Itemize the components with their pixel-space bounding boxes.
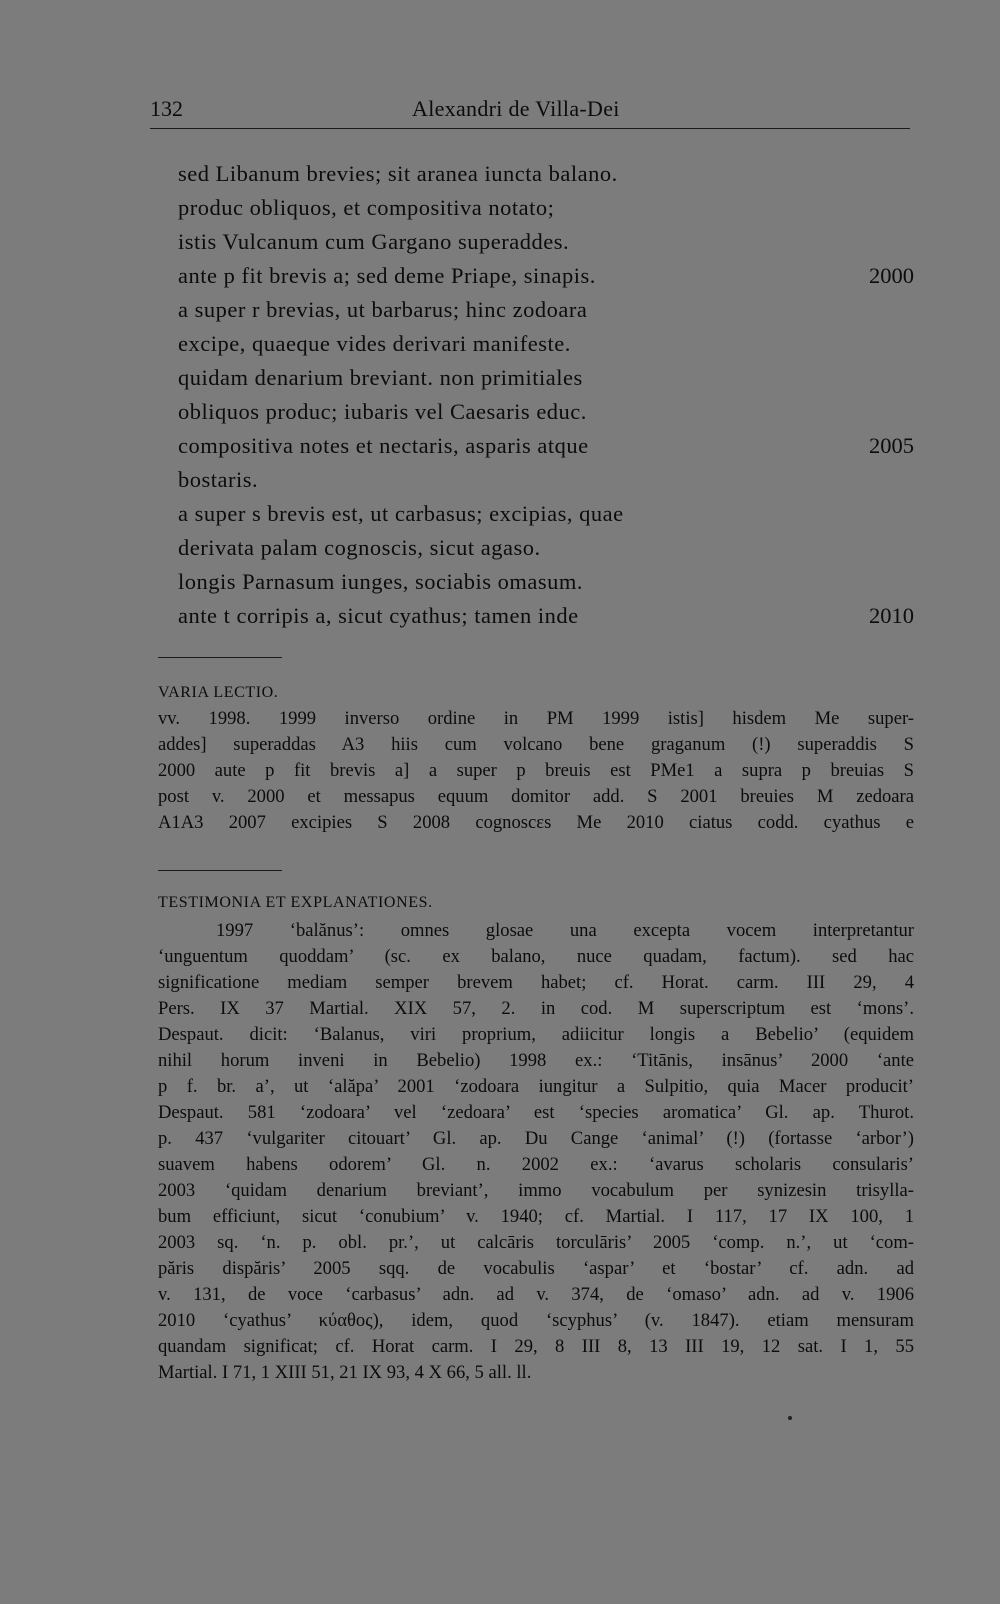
note-line: v. 131, de voce ‘carbasus’ adn. ad v. 374, de ‘omaso’ adn. ad v. 1906 [158, 1284, 914, 1305]
verse-line [178, 395, 914, 429]
verse-text: bostaris. [178, 467, 259, 492]
verse-text: excipe, quaeque vides derivari manifeste. [178, 331, 571, 356]
verse-line [178, 531, 914, 565]
note-line: suavem habens odorem’ Gl. n. 2002 ex.: ‘avarus scholaris consularis’ [158, 1154, 914, 1175]
verse-line [178, 259, 914, 293]
note-line: 1997 ‘balănus’: omnes glosae una excepta vocem interpretantur [216, 920, 914, 941]
note-line: 2010 ‘cyathus’ κύαθος), idem, quod ‘scyphus’ (v. 1847). etiam mensuram [158, 1310, 914, 1331]
header-rule [150, 128, 910, 129]
running-title: Alexandri de Villa-Dei [412, 96, 620, 121]
verse-line [178, 191, 914, 225]
verse-line [178, 429, 914, 463]
note-line: păris dispăris’ 2005 sqq. de vocabulis ‘aspar’ et ‘bostar’ cf. adn. ad [158, 1258, 914, 1279]
verse-text: a super r brevias, ut barbarus; hinc zodoara [178, 297, 588, 322]
verse-text: derivata palam cognoscis, sicut agaso. [178, 535, 541, 560]
verse-line [178, 327, 914, 361]
apparatus-line: post v. 2000 et messapus equum domitor add. S 2001 breuies M zedoara [158, 786, 914, 807]
note-line: significatione mediam semper brevem habet; cf. Horat. carm. III 29, 4 [158, 972, 914, 993]
verse-number: 2010 [869, 603, 914, 628]
verse-text: a super s brevis est, ut carbasus; excipias, quae [178, 501, 624, 526]
verse-text: sed Libanum brevies; sit aranea iuncta balano. [178, 161, 618, 186]
note-line: p f. br. a’, ut ‘alăpa’ 2001 ‘zodoara iungitur a Sulpitio, quia Macer producit’ [158, 1076, 914, 1097]
note-line: nihil horum inveni in Bebelio) 1998 ex.: ‘Titānis, insānus’ 2000 ‘ante [158, 1050, 914, 1071]
verse-line [178, 157, 914, 191]
verse-line [178, 497, 914, 531]
note-line: Martial. I 71, 1 XIII 51, 21 IX 93, 4 X 66, 5 all. ll. [158, 1362, 532, 1383]
verse-line [178, 293, 914, 327]
testimonia-notes [158, 918, 914, 1386]
varia-lectio-apparatus [158, 706, 914, 836]
print-speck [788, 1416, 792, 1420]
running-head [150, 96, 910, 130]
apparatus-line: 2000 aute p fit brevis a] a super p breuis est PMe1 a supra p breuias S [158, 760, 914, 781]
apparatus-line: addes] superaddas A3 hiis cum volcano bene graganum (!) superaddis S [158, 734, 914, 755]
verse-line [178, 463, 914, 497]
page-number: 132 [150, 96, 183, 121]
verse-number: 2000 [869, 263, 914, 288]
verse-text: ante t corripis a, sicut cyathus; tamen inde [178, 603, 579, 628]
verse-text: longis Parnasum iunges, sociabis omasum. [178, 569, 583, 594]
verse-text: ante p fit brevis a; sed deme Priape, sinapis. [178, 263, 596, 288]
varia-lectio-heading: VARIA LECTIO. [158, 684, 279, 701]
verse-text: istis Vulcanum cum Gargano superaddes. [178, 229, 570, 254]
testimonia-heading: TESTIMONIA ET EXPLANATIONES. [158, 894, 433, 911]
verse-line [178, 599, 914, 633]
verse-line [178, 565, 914, 599]
verse-line [178, 225, 914, 259]
verse-text: compositiva notes et nectaris, asparis atque [178, 433, 589, 458]
apparatus-line: A1A3 2007 excipies S 2008 cognoscεs Me 2010 ciatus codd. cyathus e [158, 812, 914, 833]
note-line: bum efficiunt, sicut ‘conubium’ v. 1940; cf. Martial. I 117, 17 IX 100, 1 [158, 1206, 914, 1227]
verse-number: 2005 [869, 433, 914, 458]
note-line: Despaut. 581 ‘zodoara’ vel ‘zedoara’ est ‘species aromatica’ Gl. ap. Thurot. [158, 1102, 914, 1123]
verse-text: quidam denarium breviant. non primitiales [178, 365, 583, 390]
note-line: Despaut. dicit: ‘Balanus, viri proprium, adiicitur longis a Bebelio’ (equidem [158, 1024, 914, 1045]
note-line: quandam significat; cf. Horat carm. I 29, 8 III 8, 13 III 19, 12 sat. I 1, 55 [158, 1336, 914, 1357]
section-divider [158, 657, 282, 658]
verse-text: produc obliquos, et compositiva notato; [178, 195, 555, 220]
note-line: ‘unguentum quoddam’ (sc. ex balano, nuce quadam, factum). sed hac [158, 946, 914, 967]
apparatus-line: vv. 1998. 1999 inverso ordine in PM 1999 istis] hisdem Me super- [158, 708, 914, 729]
note-line: Pers. IX 37 Martial. XIX 57, 2. in cod. M superscriptum est ‘mons’. [158, 998, 914, 1019]
verse-text: obliquos produc; iubaris vel Caesaris educ. [178, 399, 587, 424]
verse-line [178, 361, 914, 395]
section-divider [158, 870, 282, 871]
note-line: 2003 ‘quidam denarium breviant’, immo vocabulum per synizesin trisylla- [158, 1180, 914, 1201]
note-line: p. 437 ‘vulgariter citouart’ Gl. ap. Du Cange ‘animal’ (!) (fortasse ‘arbor’) [158, 1128, 914, 1149]
verse-text-block [178, 157, 914, 633]
note-line: 2003 sq. ‘n. p. obl. pr.’, ut calcāris torculāris’ 2005 ‘comp. n.’, ut ‘com- [158, 1232, 914, 1253]
